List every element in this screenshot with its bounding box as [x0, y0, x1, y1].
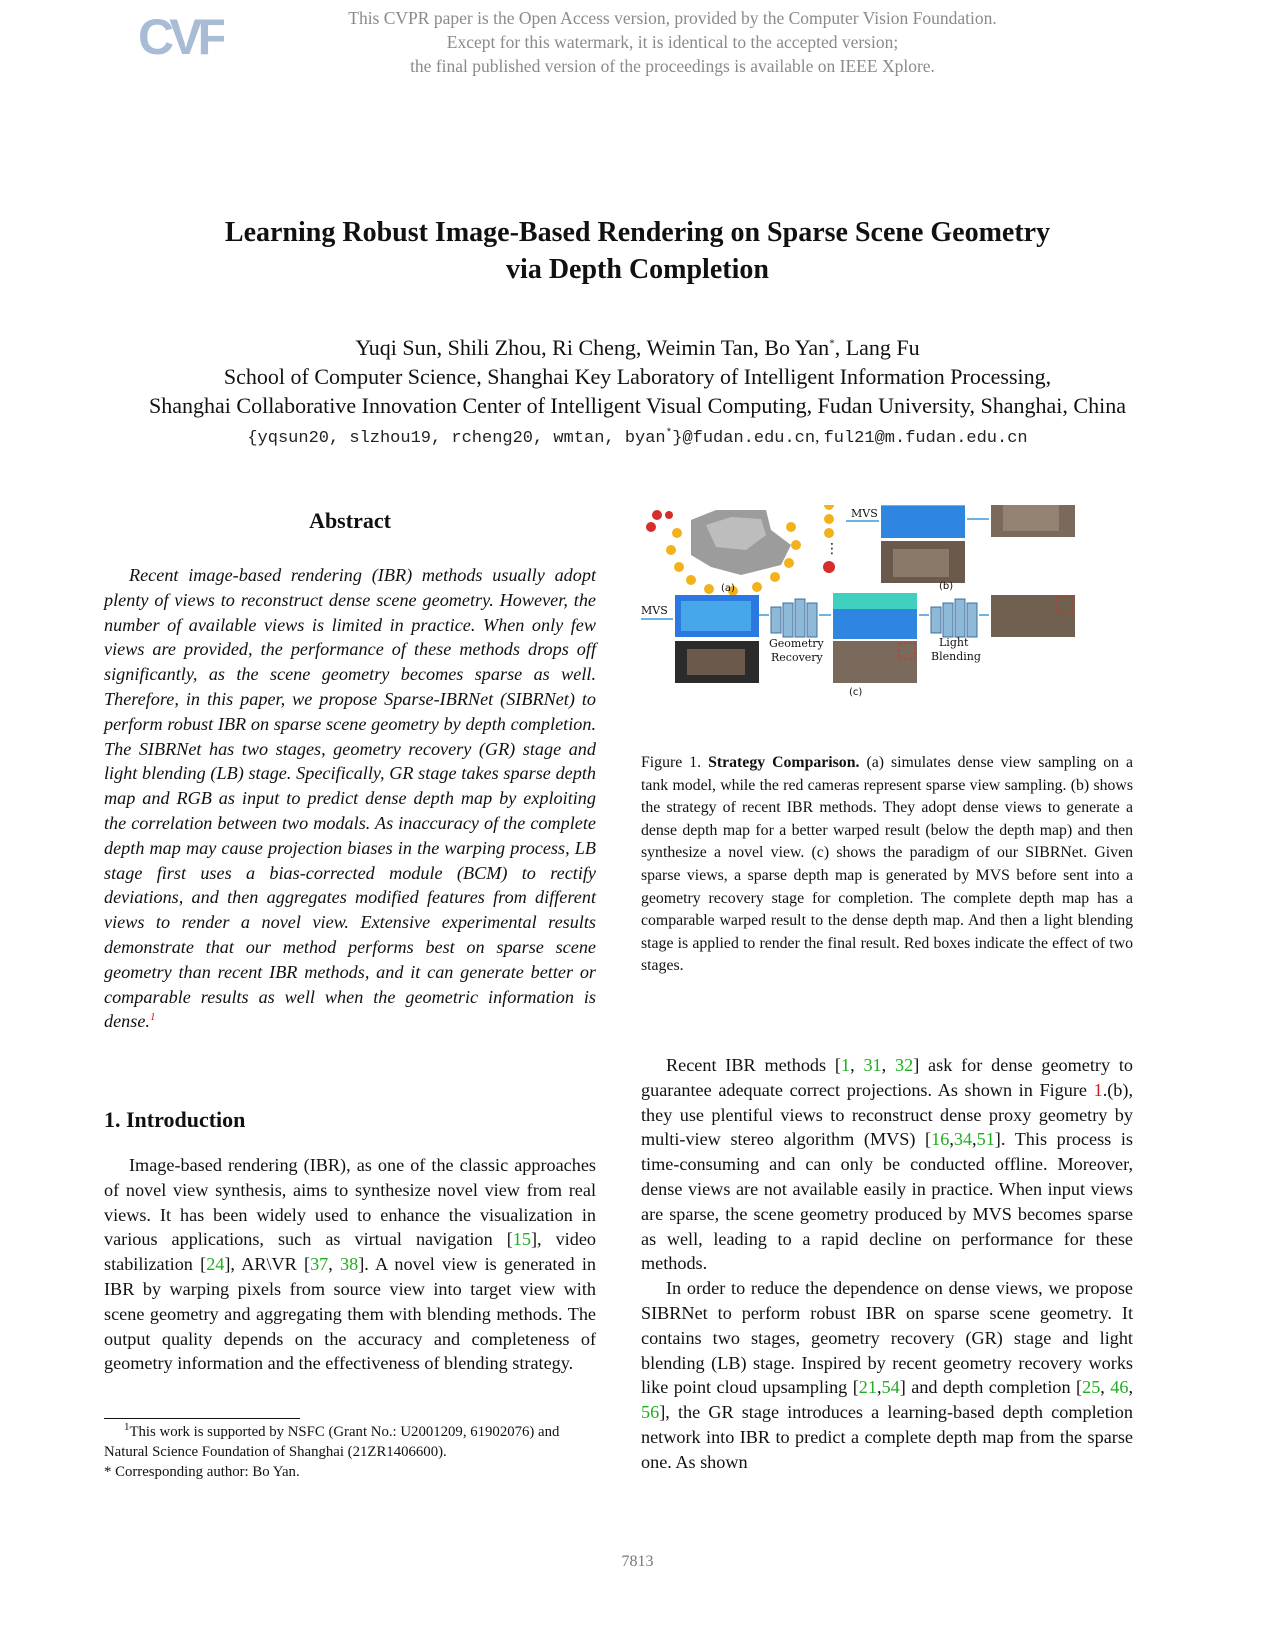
- title-line-1: Learning Robust Image-Based Rendering on Sparse Scene Geometry: [224, 217, 1051, 248]
- label-c: (c): [849, 687, 863, 698]
- svg-text:Light: Light: [939, 636, 969, 649]
- affiliation-1: School of Computer Science, Shanghai Key Laboratory of Intelligent Information Processing,: [223, 364, 1052, 389]
- figure-1-caption: Figure 1. Strategy Comparison. (a) simulates dense view sampling on a tank model, while the red cameras represent sparse view sampling. (b) shows the strategy of recent IBR methods. They adopt dense views to generate a dense depth map for a better warped result (below the depth map) and then synthesize a novel view. (c) shows the paradigm of our SIBRNet. Given sparse views, a sparse depth map is generated by MVS before sent into a geometry recovery stage for completion. The complete depth map has a comparable warped result to the dense depth map. And then a light blending stage is applied to render the final result. Red boxes indicate the effect of two stages.: [641, 754, 1134, 975]
- citation[interactable]: 34: [953, 1129, 973, 1150]
- cvf-logo-text: CVF: [138, 9, 223, 65]
- watermark-line-2: Except for this watermark, it is identical to the accepted version;: [446, 32, 899, 52]
- citation[interactable]: 25: [1082, 1377, 1101, 1398]
- citation[interactable]: 37: [310, 1254, 329, 1275]
- sibrnet-panel: [641, 593, 1075, 698]
- label-b: (b): [939, 581, 954, 592]
- footnote: $^1$This work is supported by NSFC (Grant No.: U2001209, 61902076) and Natural Science Foundation of Shanghai (21ZR1406600). * Corresponding author: Bo Yan.: [104, 1421, 560, 1480]
- svg-text:Geometry: Geometry: [769, 637, 824, 650]
- affiliation-2: Shanghai Collaborative Innovation Center of Intelligent Visual Computing, Fudan University, Shanghai, China: [149, 393, 1126, 418]
- footnote-mark: 1: [149, 1011, 156, 1024]
- citation[interactable]: 31: [863, 1055, 882, 1075]
- right-paragraph-2: In order to reduce the dependence on dense views, we propose SIBRNet to perform robust IBR on sparse scene geometry. It contains two stages, geometry recovery (GR) stage and light blending (LB) stage. Inspired by recent geometry recovery works like point cloud upsampling [21,54] and depth completion [25, 46, 56], the GR stage introduces a learning-based depth completion network into IBR to predict a complete depth map from the sparse one. As shown: [641, 1278, 1134, 1472]
- footnote-rule: [104, 1418, 300, 1419]
- author-emails: {yqsun20, slzhou19, rcheng20, wmtan, byan*}@fudan.edu.cn, ful21@m.fudan.edu.cn: [247, 427, 1028, 448]
- tank-model-panel: [646, 510, 801, 596]
- intro-heading: 1. Introduction: [104, 1107, 246, 1132]
- citation[interactable]: 16: [931, 1129, 950, 1150]
- abstract-text: Recent image-based rendering (IBR) methods usually adopt plenty of views to reconstruct dense scene geometry. However, the number of available views is limited in practice. When only few views are provided, the performance of these methods drops off significantly, as the scene geometry becomes sparse as well. Therefore, in this paper, we propose Sparse-IBRNet (SIBRNet) to perform robust IBR on sparse scene geometry by depth completion. The SIBRNet has two stages, geometry recovery (GR) stage and light blending (LB) stage. Specifically, GR stage takes sparse depth map and RGB as input to predict dense depth map by exploiting the correlation between two modals. As inaccuracy of the complete depth map may cause projection biases in the warping process, LB stage first uses a bias-corrected module (BCM) to rectify deviations, and then aggregates modified features from different views to render a novel view. Extensive experimental results demonstrate that our method performs best on sparse scene geometry than recent IBR methods, and it can generate better or comparable results as well when the geometric information is dense.$^1$: [104, 565, 596, 1032]
- page-number: 7813: [621, 1553, 654, 1570]
- citation[interactable]: 51: [976, 1129, 995, 1150]
- title-line-2: via Depth Completion: [506, 254, 769, 285]
- svg-text:⋮: ⋮: [825, 541, 839, 557]
- svg-text:Recovery: Recovery: [771, 651, 823, 664]
- label-a: (a): [721, 583, 735, 594]
- svg-text:MVS: MVS: [641, 604, 668, 617]
- citation[interactable]: 54: [881, 1377, 900, 1398]
- watermark-line-1: This CVPR paper is the Open Access version, provided by the Computer Vision Foundation.: [348, 8, 997, 28]
- citation[interactable]: 15: [512, 1229, 531, 1250]
- right-paragraph-1: Recent IBR methods [1, 31, 32] ask for dense geometry to guarantee adequate correct projections. As shown in Figure 1.(b), they use plentiful views to reconstruct dense proxy geometry by multi-view stereo algorithm (MVS) [16,34,51]. This process is time-consuming and can only be conducted offline. Moreover, dense views are not available easily in practice. When input views are sparse, the scene geometry produced by MVS becomes sparse as well, leading to a rapid decline on performance for these methods.: [641, 1055, 1134, 1274]
- citation[interactable]: 46: [1110, 1377, 1129, 1398]
- svg-text:MVS: MVS: [851, 507, 878, 520]
- author-block: [0, 333, 1275, 420]
- dense-strategy-panel: [823, 505, 1075, 592]
- svg-text:Blending: Blending: [931, 650, 981, 663]
- watermark-line-3: the final published version of the proceedings is available on IEEE Xplore.: [410, 56, 935, 76]
- paper-title: [0, 214, 1275, 288]
- watermark: [0, 6, 1275, 78]
- citation[interactable]: 38: [340, 1254, 359, 1275]
- citation[interactable]: 21: [858, 1377, 877, 1398]
- intro-paragraph: Image-based rendering (IBR), as one of the classic approaches of novel view synthesis, aims to synthesize novel view from real views. It has been widely used to enhance the visualization in various applications, such as virtual navigation [15], video stabilization [24], AR\VR [37, 38]. A novel view is generated in IBR by warping pixels from source view into target view with scene geometry and aggregating them with blending methods. The output quality depends on the accuracy and completeness of geometry information and the effectiveness of blending strategy.: [104, 1155, 597, 1374]
- citation[interactable]: 24: [206, 1254, 225, 1275]
- citation[interactable]: 56: [641, 1402, 660, 1423]
- author-names: Yuqi Sun, Shili Zhou, Ri Cheng, Weimin Tan, Bo Yan*, Lang Fu: [355, 335, 920, 360]
- abstract-heading: Abstract: [309, 508, 391, 533]
- figure-ref[interactable]: 1: [1093, 1079, 1103, 1100]
- figure-1: [641, 505, 1121, 710]
- citation[interactable]: 32: [895, 1055, 914, 1075]
- citation[interactable]: 1: [840, 1055, 851, 1075]
- right-column-text: [641, 1053, 1133, 1475]
